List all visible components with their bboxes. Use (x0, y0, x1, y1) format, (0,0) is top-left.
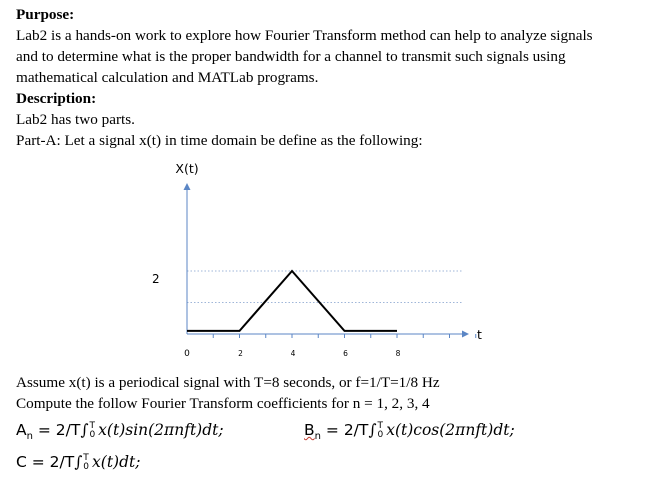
x-tick-label-8: 8 (395, 349, 401, 358)
c-limits (83, 454, 89, 472)
an-lhs: A (16, 421, 27, 439)
an-integrand: x(t)sin(2πnft)dt; (98, 421, 224, 439)
assumption-block (16, 372, 440, 414)
an-equation (16, 420, 224, 447)
description-heading: Description: (16, 90, 97, 107)
y-axis-arrowhead (184, 183, 191, 190)
c-equation (16, 452, 140, 472)
c-integrand: x(t)dt; (92, 453, 141, 471)
x-tick-label-2: 2 (238, 349, 243, 358)
an-lower-limit: 0 (89, 429, 96, 440)
assume-line: Assume x(t) is a periodical signal with T=8 seconds, or f=1/T=1/8 Hz (16, 374, 440, 391)
x-tick-label-0: 0 (184, 349, 190, 359)
bn-subscript: n (314, 431, 321, 443)
bn-lower-limit: 0 (377, 429, 384, 440)
c-lower-limit: 0 (83, 461, 90, 472)
purpose-line-3: mathematical calculation and MATLab programs. (16, 69, 319, 86)
signal-line (187, 271, 397, 331)
c-integral-sign: ∫ (74, 453, 83, 471)
c-lhs: C = 2/T (16, 453, 75, 471)
an-factor: = 2/T (32, 421, 81, 439)
purpose-heading: Purpose: (16, 6, 75, 23)
an-upper-limit: T (89, 420, 95, 431)
x-axis-label: t (477, 327, 482, 342)
purpose-line-1: Lab2 is a hands-on work to explore how Fourier Transform method can help to analyze signals (16, 27, 593, 44)
bn-letter: B (304, 421, 315, 439)
an-subscript: n (26, 431, 33, 443)
c-upper-limit: T (83, 452, 89, 463)
y-tick-label: 2 (152, 272, 160, 286)
bn-upper-limit: T (377, 420, 383, 431)
x-tick-label-6: 6 (343, 349, 348, 358)
bn-lhs (304, 421, 321, 443)
part-a-line: Part-A: Let a signal x(t) in time domain be define as the following: (16, 132, 423, 149)
y-axis-label: X(t) (175, 161, 199, 176)
bn-integral-sign: ∫ (368, 421, 377, 439)
figure-gridlines (187, 271, 462, 303)
bn-factor: = 2/T (320, 421, 369, 439)
compute-line: Compute the follow Fourier Transform coefficients for n = 1, 2, 3, 4 (16, 395, 430, 412)
an-limits (89, 422, 95, 440)
bn-equation (304, 420, 515, 447)
description-line: Lab2 has two parts. (16, 111, 135, 128)
purpose-line-2: and to determine what is the proper bandwidth for a channel to transmit such signals using (16, 48, 566, 65)
x-axis-ticks (213, 334, 476, 338)
x-axis-arrowhead (462, 331, 469, 338)
x-tick-label-4: 4 (290, 349, 296, 358)
bn-integrand: x(t)cos(2πnft)dt; (386, 421, 515, 439)
an-integral-sign: ∫ (80, 421, 89, 439)
x-tick-labels (184, 349, 400, 359)
bn-limits (377, 422, 383, 440)
